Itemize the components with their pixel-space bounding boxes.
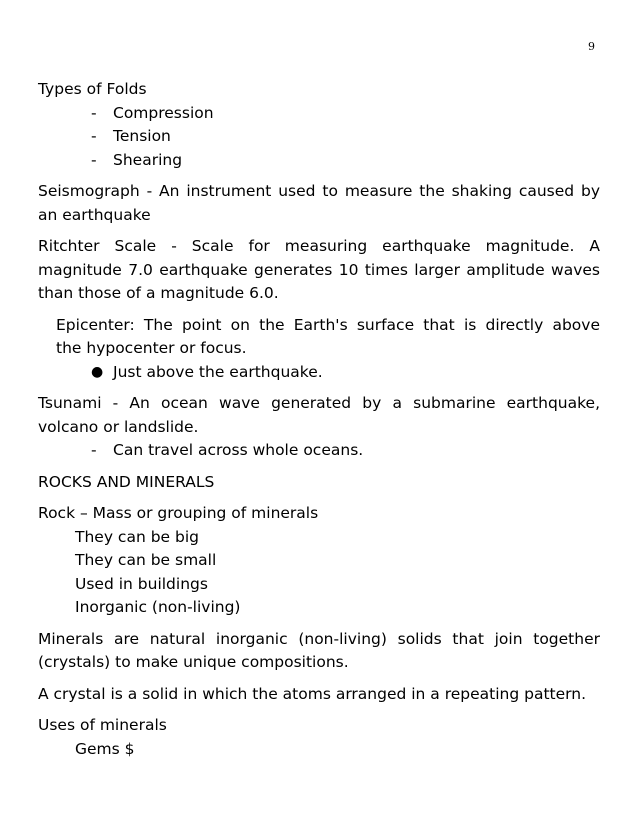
list-item: - Shearing bbox=[91, 150, 183, 169]
epicenter-line: the hypocenter or focus. bbox=[56, 339, 247, 357]
epicenter-line: Epicenter: The point on the Earth's surface that is directly above bbox=[56, 315, 600, 334]
list-item: - Tension bbox=[91, 127, 171, 145]
section-heading: ROCKS AND MINERALS bbox=[38, 472, 215, 491]
list-item: - Can travel across whole oceans. bbox=[91, 441, 364, 459]
list-item: ● Just above the earthquake. bbox=[56, 361, 600, 385]
page-content bbox=[38, 78, 600, 761]
list-item: Inorganic (non-living) bbox=[75, 598, 241, 616]
tsunami-paragraph: Tsunami - An ocean wave generated by a submarine earthquake, volcano or landslide. bbox=[38, 394, 600, 436]
rock-section bbox=[38, 502, 600, 620]
rock-heading: Rock – Mass or grouping of minerals bbox=[38, 504, 319, 522]
bullet-icon: ● bbox=[91, 363, 104, 380]
uses-section bbox=[38, 714, 600, 761]
list-item: - Compression bbox=[91, 103, 214, 122]
list-item: Gems $ bbox=[75, 739, 135, 758]
richter-paragraph: Ritchter Scale - Scale for measuring earthquake magnitude. A magnitude 7.0 earthquake generates 10 times larger amplitude waves than those of a magnitude 6.0. bbox=[38, 237, 600, 302]
list-item: They can be big bbox=[75, 527, 199, 546]
list-item: They can be small bbox=[75, 551, 217, 569]
uses-heading: Uses of minerals bbox=[38, 716, 167, 734]
seismograph-paragraph: Seismograph - An instrument used to measure the shaking caused by an earthquake bbox=[38, 182, 600, 224]
list-item: Used in buildings bbox=[75, 574, 208, 593]
folds-section bbox=[38, 78, 600, 172]
page-number: 9 bbox=[588, 40, 595, 53]
folds-heading: Types of Folds bbox=[38, 80, 147, 98]
epicenter-section bbox=[38, 314, 600, 385]
minerals-paragraph: Minerals are natural inorganic (non-living) solids that join together (crystals) to make unique compositions. bbox=[38, 629, 600, 671]
crystal-paragraph: A crystal is a solid in which the atoms arranged in a repeating pattern. bbox=[38, 684, 587, 703]
tsunami-section bbox=[38, 392, 600, 463]
